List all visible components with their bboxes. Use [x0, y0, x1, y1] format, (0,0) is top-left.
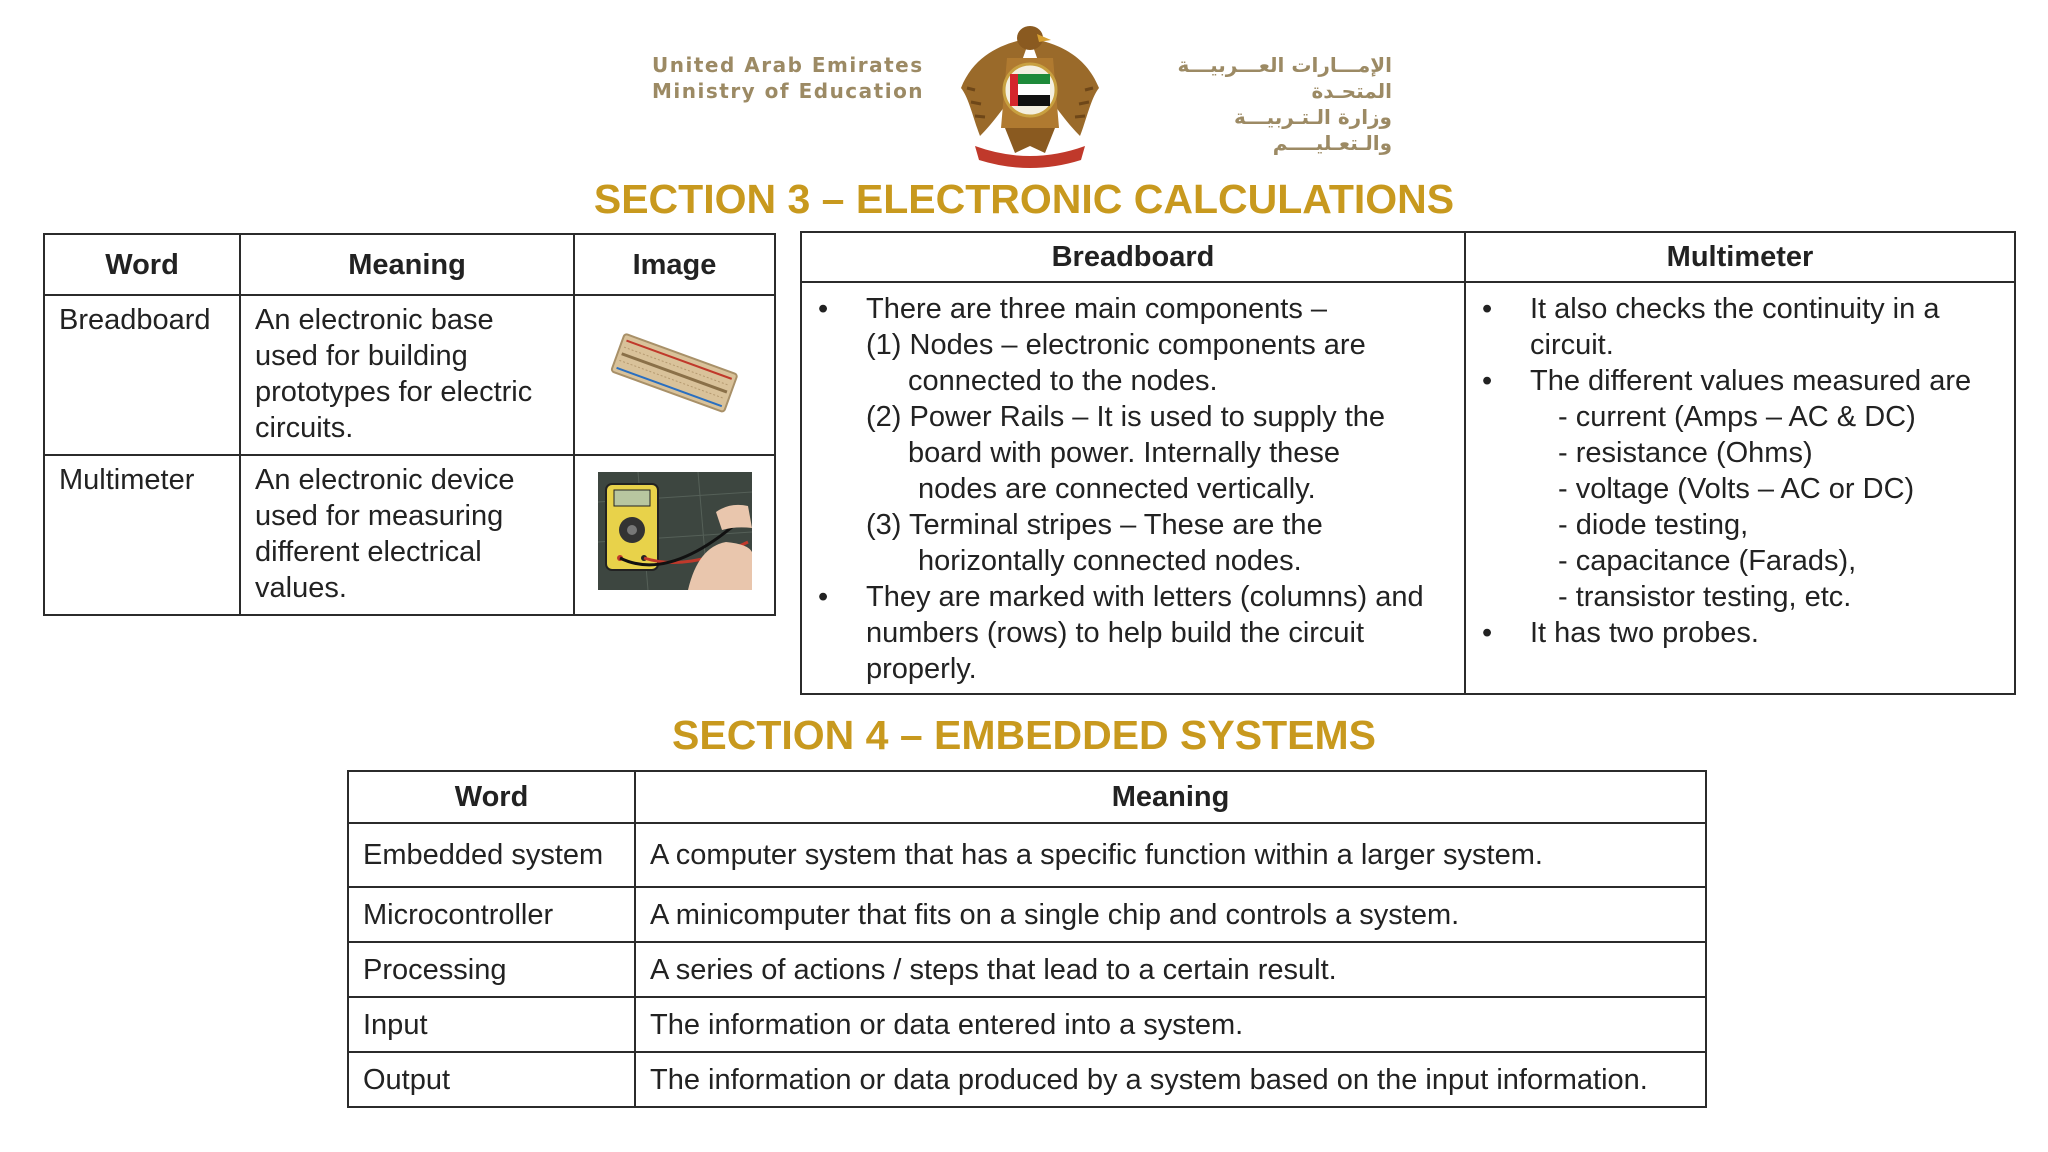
column-header-multimeter: Multimeter [1465, 232, 2015, 282]
terminal-stripes-line-2: horizontally connected nodes. [918, 545, 1302, 577]
word-cell: Input [348, 997, 635, 1052]
word-cell: Processing [348, 942, 635, 997]
section-4-table [347, 770, 1707, 1108]
power-rails-line-3: nodes are connected vertically. [918, 473, 1316, 505]
table-header-row [348, 771, 1706, 823]
word-cell: Multimeter [44, 455, 240, 615]
measured-value: - resistance (Ohms) [1558, 437, 1813, 469]
multimeter-details-cell [1465, 282, 2015, 694]
breadboard-details-cell [801, 282, 1465, 694]
breadboard-photo [605, 321, 745, 421]
image-cell [574, 295, 775, 455]
nodes-line-1: (1) Nodes – electronic components are [866, 329, 1366, 361]
column-header-image: Image [574, 234, 775, 295]
measured-value: - voltage (Volts – AC or DC) [1558, 473, 1915, 505]
table-header-row [801, 232, 2015, 282]
meaning-cell: The information or data entered into a system. [635, 997, 1706, 1052]
column-header-meaning: Meaning [240, 234, 574, 295]
table-row [348, 823, 1706, 887]
measured-value: - transistor testing, etc. [1558, 581, 1852, 613]
table-row [44, 295, 775, 455]
power-rails-line-2: board with power. Internally these [908, 437, 1341, 469]
table-row [348, 997, 1706, 1052]
image-cell [574, 455, 775, 615]
meaning-cell: A minicomputer that fits on a single chip and controls a system. [635, 887, 1706, 942]
list-item: • It has two probes. [1480, 615, 2000, 651]
column-header-breadboard: Breadboard [801, 232, 1465, 282]
list-item: • They are marked with letters (columns) and numbers (rows) to help build the circuit properly. [816, 579, 1450, 687]
power-rails-line-1: (2) Power Rails – It is used to supply the [866, 401, 1386, 433]
table-row [44, 455, 775, 615]
section-3-details-table [800, 231, 2016, 695]
list-item: • It also checks the continuity in a circuit. [1480, 291, 2000, 363]
table-header-row [44, 234, 775, 295]
ministry-name-arabic [1130, 52, 1392, 156]
multimeter-photo [598, 472, 752, 590]
ministry-line-1: United Arab Emirates [652, 53, 924, 77]
measured-value: - capacitance (Farads), [1558, 545, 1857, 577]
table-row [348, 942, 1706, 997]
list-item [1480, 363, 2000, 615]
meaning-cell: An electronic device used for measuring different electrical values. [240, 455, 574, 615]
table-row [801, 282, 2015, 694]
ministry-name-english [652, 52, 924, 104]
ministry-line-2: Ministry of Education [652, 79, 925, 103]
meaning-cell: An electronic base used for building prototypes for electric circuits. [240, 295, 574, 455]
terminal-stripes-line-1: (3) Terminal stripes – These are the [866, 509, 1323, 541]
column-header-word: Word [348, 771, 635, 823]
section-3-title: SECTION 3 – ELECTRONIC CALCULATIONS [593, 176, 1455, 222]
nodes-line-2: connected to the nodes. [908, 365, 1218, 397]
column-header-word: Word [44, 234, 240, 295]
table-row [348, 1052, 1706, 1107]
ministry-arabic-line-1: الإمـــارات العـــربيـــة المتحـدة [1177, 53, 1392, 103]
section-3-vocab-table [43, 233, 776, 616]
word-cell: Embedded system [348, 823, 635, 887]
list-item [816, 291, 1450, 579]
word-cell: Microcontroller [348, 887, 635, 942]
section-4-title: SECTION 4 – EMBEDDED SYSTEMS [672, 712, 1376, 758]
meaning-cell: A series of actions / steps that lead to a certain result. [635, 942, 1706, 997]
ministry-arabic-line-2: وزارة الـتـربيـــة والـتعـليــــم [1233, 105, 1392, 155]
uae-emblem-logo [955, 18, 1105, 170]
table-row [348, 887, 1706, 942]
measured-value: - current (Amps – AC & DC) [1558, 401, 1916, 433]
meaning-cell: A computer system that has a specific function within a larger system. [635, 823, 1706, 887]
measured-values-intro: • The different values measured are [1530, 365, 1972, 397]
meaning-cell: The information or data produced by a system based on the input information. [635, 1052, 1706, 1107]
column-header-meaning: Meaning [635, 771, 1706, 823]
breadboard-components-intro: • There are three main components – [866, 293, 1328, 325]
word-cell: Output [348, 1052, 635, 1107]
word-cell: Breadboard [44, 295, 240, 455]
measured-value: - diode testing, [1558, 509, 1749, 541]
